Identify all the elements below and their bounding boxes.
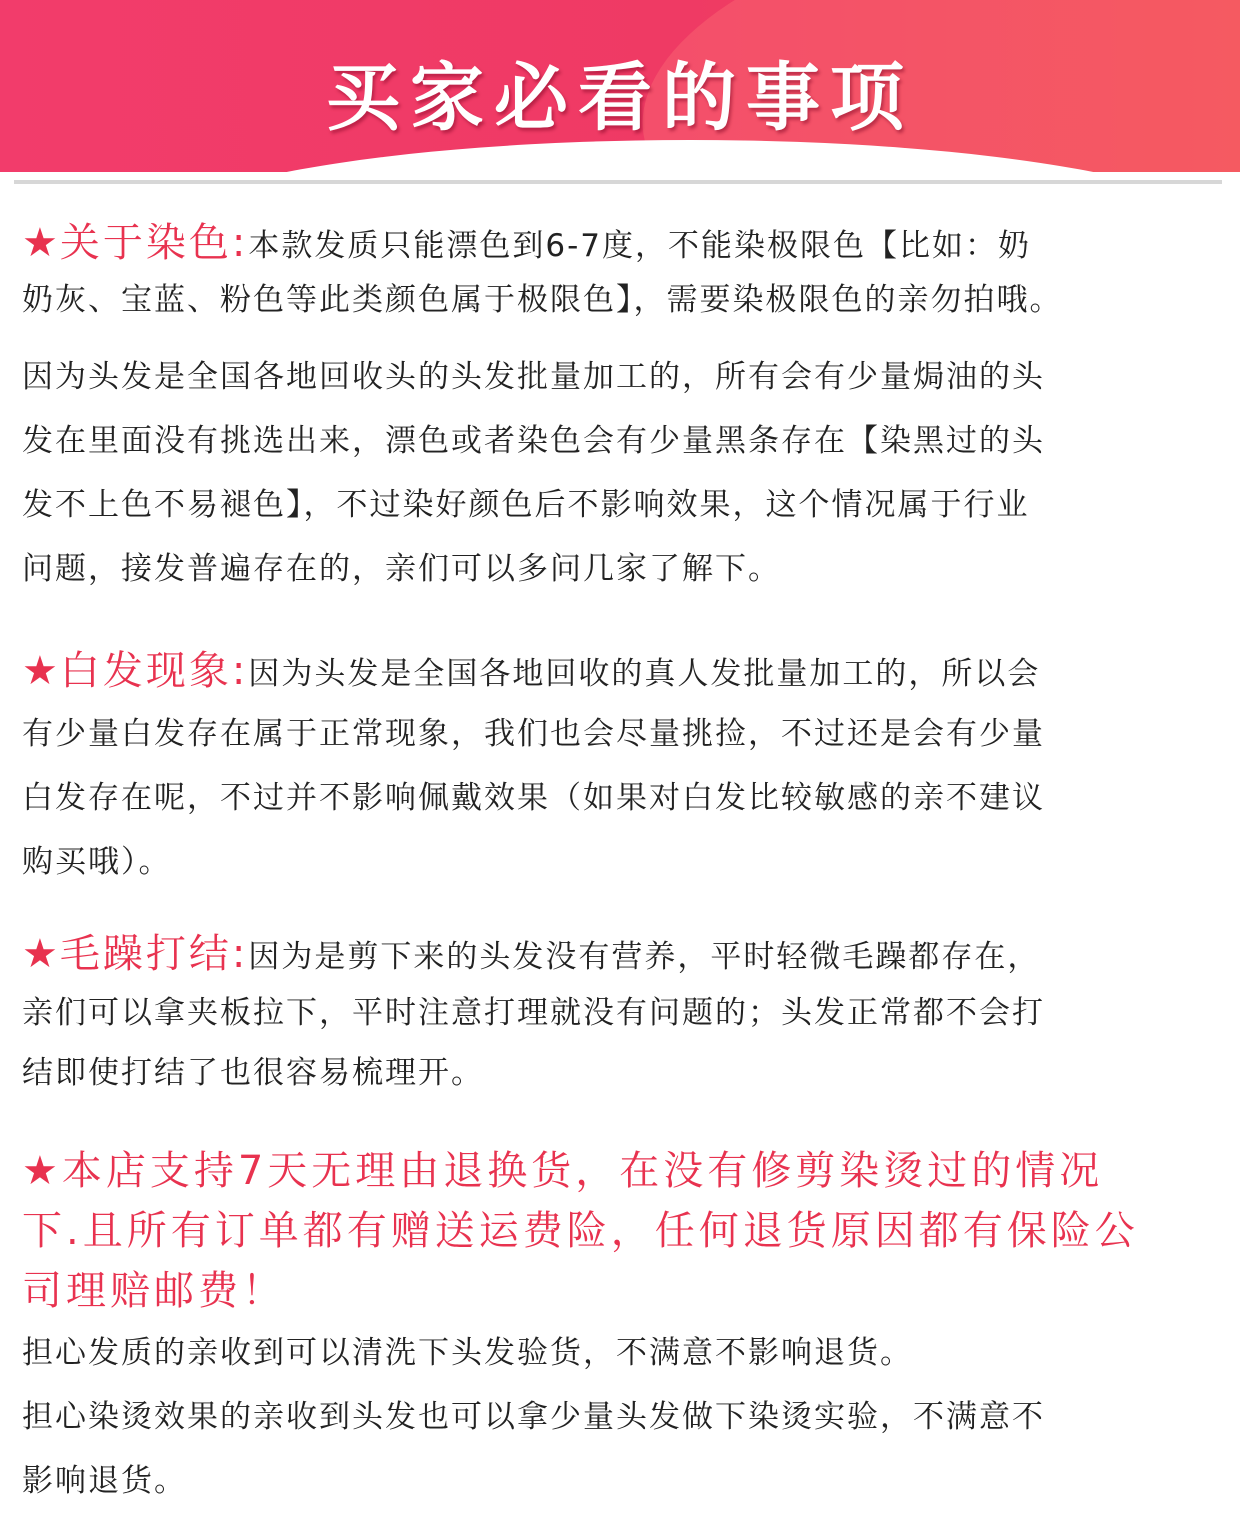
paragraph-line: 发不上色不易褪色】，不过染好颜色后不影响效果，这个情况属于行业: [22, 487, 1030, 523]
returns-highlight-line: [22, 1141, 1222, 1201]
page-title: 买家必看的事项: [326, 55, 914, 141]
section-text: 因为是剪下来的头发没有营养，平时轻微毛躁都存在，: [248, 939, 1041, 975]
section-white-hair: [22, 643, 1222, 894]
divider: [14, 180, 1222, 184]
paragraph-line: 白发存在呢，不过并不影响佩戴效果（如果对白发比较敏感的亲不建议: [22, 780, 1045, 816]
section-dyeing-line-1: [22, 216, 1222, 273]
notice-content: [22, 216, 1222, 1513]
section-dyeing-line-2: 奶灰、宝蓝、粉色等此类颜色属于极限色】，需要染极限色的亲勿拍哦。: [22, 282, 1063, 318]
star-icon: ★: [22, 931, 60, 977]
paragraph-line: 亲们可以拿夹板拉下，平时注意打理就没有问题的；头发正常都不会打: [22, 995, 1045, 1031]
section-frizz: [22, 926, 1222, 1105]
section-heading: 关于染色:: [59, 220, 249, 266]
section-returns: [22, 1141, 1222, 1513]
section-frizz-line-1: [22, 926, 1222, 985]
section-dyeing: [22, 216, 1222, 601]
section-white-hair-body: [22, 702, 1222, 894]
returns-highlight-line: 下.且所有订单都有赠送运费险，任何退货原因都有保险公: [22, 1208, 1139, 1254]
header-banner: [0, 0, 1240, 172]
paragraph-line: 结即使打结了也很容易梳理开。: [22, 1055, 484, 1091]
paragraph-line: 问题，接发普遍存在的，亲们可以多问几家了解下。: [22, 551, 781, 587]
paragraph-line: 担心发质的亲收到可以清洗下头发验货，不满意不影响退货。: [22, 1335, 913, 1371]
paragraph-line: 担心染烫效果的亲收到头发也可以拿少量头发做下染烫实验，不满意不: [22, 1399, 1045, 1435]
section-white-hair-line-1: [22, 643, 1222, 702]
star-icon: ★: [22, 648, 60, 694]
section-heading: 白发现象:: [59, 648, 249, 694]
paragraph-line: 发在里面没有挑选出来，漂色或者染色会有少量黑条存在【染黑过的头: [22, 423, 1045, 459]
paragraph-line: 有少量白发存在属于正常现象，我们也会尽量挑捡，不过还是会有少量: [22, 716, 1045, 752]
paragraph-line: 影响退货。: [22, 1463, 187, 1499]
returns-highlight-line: 司理赔邮费！: [22, 1268, 286, 1314]
section-text: 本款发质只能漂色到6-7度，不能染极限色【比如：奶: [248, 228, 1031, 264]
section-text: 因为头发是全国各地回收的真人发批量加工的，所以会: [248, 656, 1041, 692]
section-dyeing-paragraph-2: [22, 345, 1222, 601]
star-icon: ★: [22, 220, 60, 266]
section-heading: 毛躁打结:: [59, 931, 249, 977]
returns-highlight-text: 本店支持7天无理由退换货，在没有修剪染烫过的情况: [61, 1148, 1104, 1194]
star-icon: ★: [22, 1148, 62, 1194]
paragraph-line: 购买哦）。: [22, 844, 172, 880]
paragraph-line: 因为头发是全国各地回收头的头发批量加工的，所有会有少量焗油的头: [22, 359, 1045, 395]
